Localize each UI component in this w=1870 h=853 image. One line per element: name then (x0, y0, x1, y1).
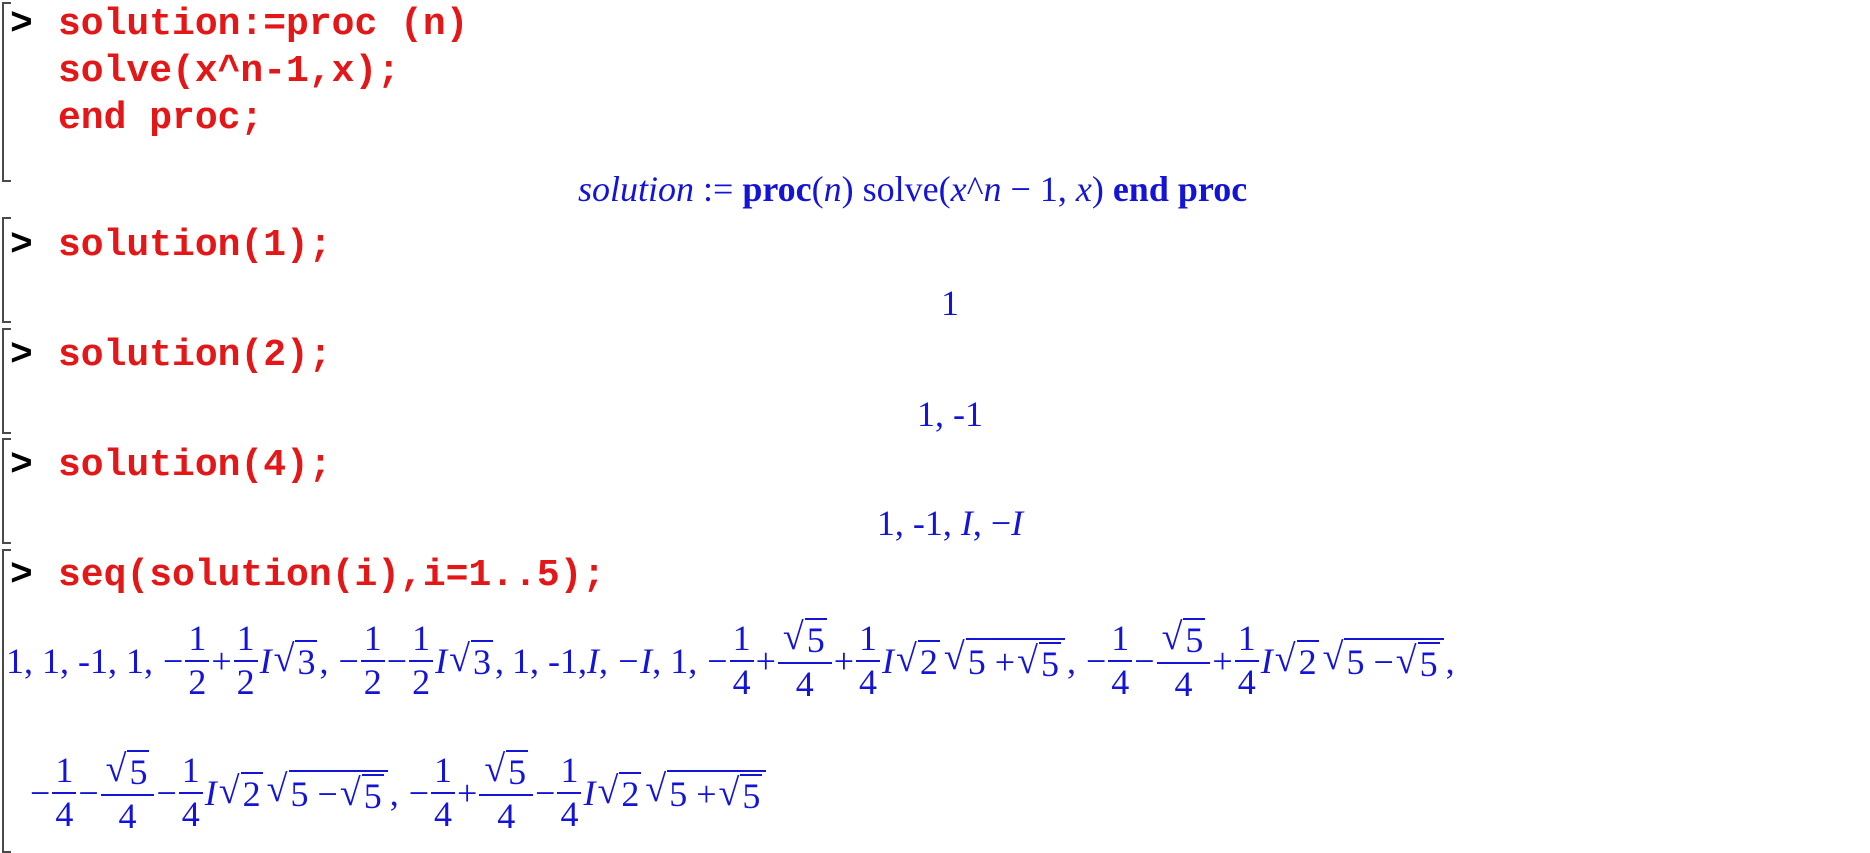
output-end-keyword: end proc (1112, 169, 1248, 209)
fraction: $\frac{1}{2}$ (234, 620, 258, 702)
proc-output (578, 168, 1247, 210)
input-line[interactable]: solution(2); (58, 334, 332, 377)
minus-sign: − (338, 641, 359, 681)
sqrt: √ 5 + √ 5 (645, 770, 766, 816)
comma: , (1066, 641, 1076, 681)
fraction: √ 5 4 (479, 750, 533, 836)
seq-output-line (30, 738, 768, 848)
input-line[interactable]: solution:=proc (n) (58, 3, 469, 46)
comma: , (1445, 641, 1455, 681)
fraction: $\frac{1}{2}$ (409, 620, 433, 702)
output-text: − 1, (1001, 169, 1076, 209)
output-assign: := (694, 169, 743, 209)
output-text: , − (972, 503, 1012, 543)
fraction: $\frac{1}{4}$ (856, 620, 880, 702)
output-paren: ( (811, 169, 824, 209)
input-prompt: > (10, 334, 33, 377)
output-arg: n (823, 169, 842, 209)
input-line[interactable]: seq(solution(i),i=1..5); (58, 554, 606, 597)
sqrt: √ 2 (1274, 638, 1317, 683)
output-lhs: solution (578, 169, 695, 209)
seq-output-line (6, 606, 1455, 716)
plus-sign: + (755, 641, 776, 681)
fraction: √ 5 4 (101, 750, 155, 836)
input-prompt: > (10, 444, 33, 487)
fraction: $\frac{1}{4}$ (431, 752, 455, 834)
output-imag: I (960, 503, 973, 543)
input-prompt: > (10, 554, 33, 597)
input-line[interactable]: end proc; (58, 97, 264, 140)
output-caret: ^ (966, 169, 984, 209)
input-prompt: > (10, 224, 33, 267)
input-line[interactable]: solve(x^n-1,x); (58, 50, 401, 93)
output-var: n (983, 169, 1002, 209)
minus-sign: − (535, 773, 556, 813)
imaginary-unit: I (583, 773, 596, 813)
imaginary-unit: I (259, 641, 272, 681)
fraction: √ 5 4 (778, 618, 832, 704)
output-value (0, 502, 1870, 544)
minus-sign: − (386, 641, 408, 681)
fraction: $\frac{1}{4}$ (1108, 620, 1132, 702)
minus-sign: − (78, 773, 99, 813)
comma: , (598, 641, 608, 681)
input-prompt: > (10, 3, 33, 46)
imaginary-unit: I (586, 641, 599, 681)
sqrt: √ 2 (896, 638, 938, 683)
output-var: x (950, 169, 967, 209)
fraction: $\frac{1}{4}$ (557, 752, 581, 834)
input-line[interactable]: solution(1); (58, 224, 332, 267)
output-text: ) (1091, 169, 1113, 209)
plus-sign: + (211, 641, 232, 681)
sqrt: √ 3 (449, 638, 491, 683)
output-text: , 1, (652, 641, 698, 681)
minus-sign: − (1134, 641, 1155, 681)
output-value: 1 (941, 283, 959, 323)
comma: , (389, 773, 399, 813)
sqrt: √ 2 (597, 770, 640, 815)
output-text: 1, 1, -1, 1, (6, 641, 153, 681)
sqrt: √ 5 − √ 5 (1323, 638, 1444, 684)
output-imag: I (1011, 503, 1024, 543)
comma: , (494, 641, 504, 681)
plus-sign: + (833, 641, 855, 681)
input-line[interactable]: solution(4); (58, 444, 332, 487)
fraction: $\frac{1}{2}$ (185, 620, 209, 702)
minus-sign: − (707, 641, 728, 681)
output-fn: solve( (853, 169, 951, 209)
minus-sign: − (163, 641, 184, 681)
output-paren: ) (841, 169, 854, 209)
plus-sign: + (457, 773, 478, 813)
imaginary-unit: I (204, 773, 217, 813)
sqrt: √ 3 (273, 638, 316, 683)
output-text: 1, -1, (876, 503, 961, 543)
plus-sign: + (1212, 641, 1233, 681)
output-var: x (1075, 169, 1092, 209)
neg-imaginary: −I (615, 641, 653, 681)
output-text: 1, -1, (511, 641, 587, 681)
fraction: $\frac{1}{4}$ (179, 752, 203, 834)
fraction: $\frac{1}{2}$ (361, 620, 385, 702)
imaginary-unit: I (435, 641, 448, 681)
sqrt: √ 5 − √ 5 (267, 770, 388, 816)
sqrt: √ 2 (218, 770, 261, 815)
minus-sign: − (1085, 641, 1107, 681)
fraction: $\frac{1}{4}$ (1235, 620, 1259, 702)
output-value: 1, -1 (917, 394, 983, 434)
imaginary-unit: I (882, 641, 895, 681)
output-proc-keyword: proc (742, 169, 812, 209)
fraction: $\frac{1}{4}$ (52, 752, 76, 834)
sqrt: √ 5 + √ 5 (944, 638, 1065, 684)
fraction: $\frac{1}{4}$ (730, 620, 754, 702)
fraction: √ 5 4 (1157, 618, 1211, 704)
minus-sign: − (408, 773, 429, 813)
comma: , (319, 641, 329, 681)
minus-sign: − (156, 773, 177, 813)
minus-sign: − (30, 773, 51, 813)
imaginary-unit: I (1260, 641, 1273, 681)
